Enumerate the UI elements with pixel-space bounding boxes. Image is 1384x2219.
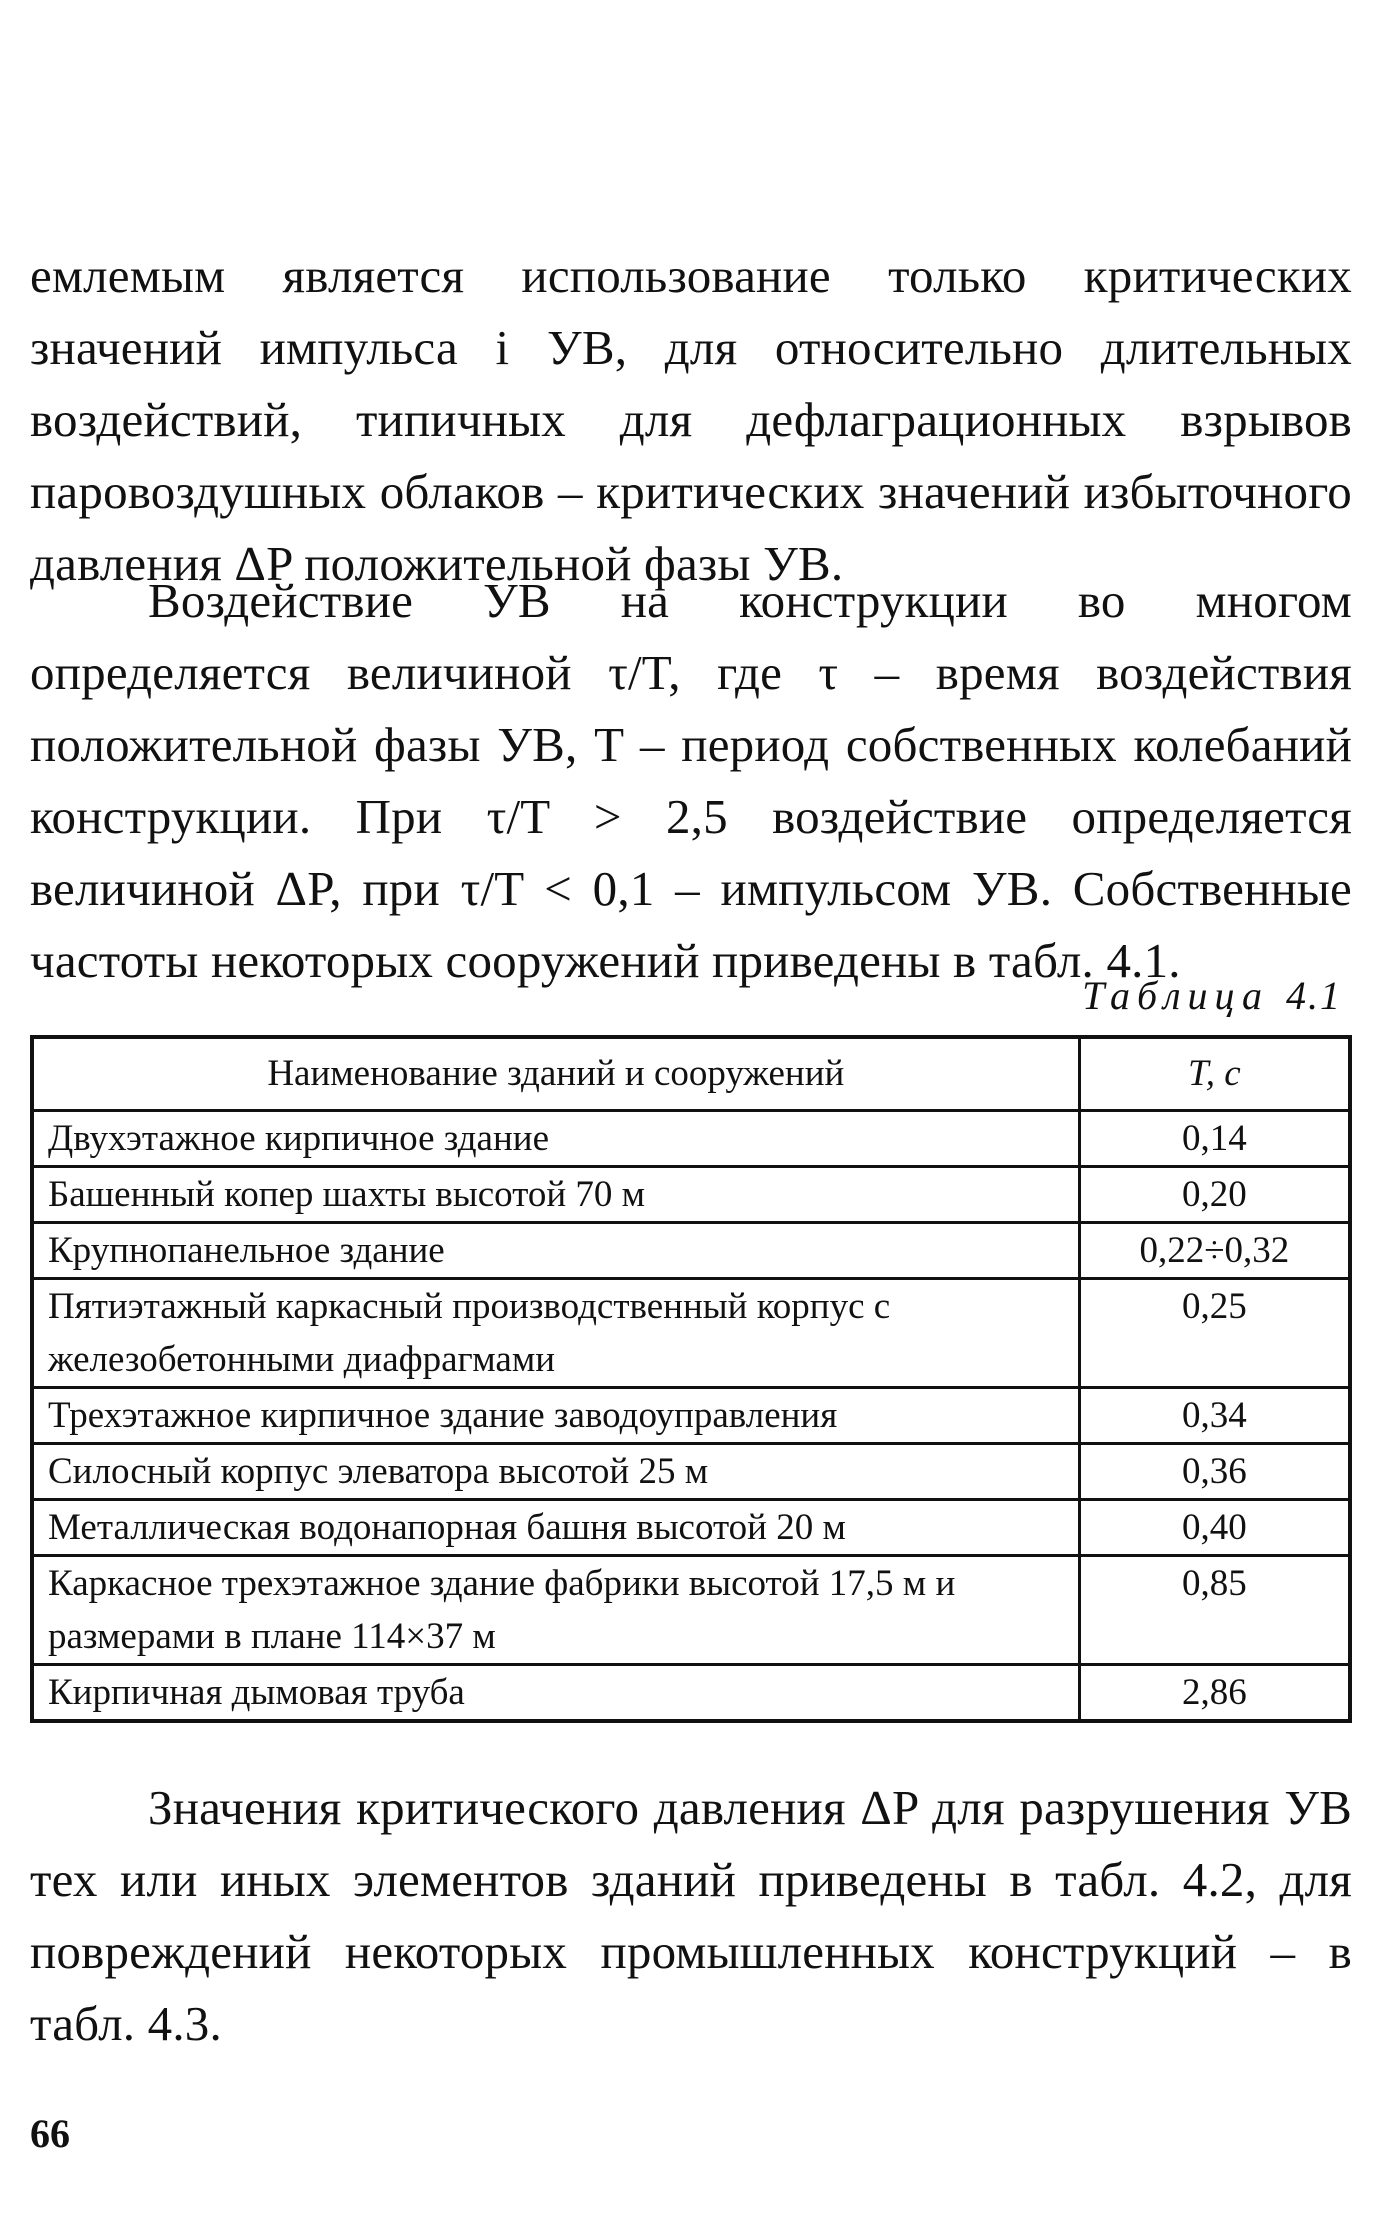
book-page	[30, 0, 1352, 2219]
table-cell-name: Металлическая водонапорная башня высотой 20 м	[32, 1500, 1079, 1556]
table-cell-name: Трехэтажное кирпичное здание заводоуправления	[32, 1388, 1079, 1444]
table-cell-name: Силосный корпус элеватора высотой 25 м	[32, 1444, 1079, 1500]
data-table	[30, 1035, 1352, 1723]
table-caption-word: Таблица	[1082, 973, 1269, 1018]
table-row	[32, 1444, 1350, 1500]
table-row	[32, 1388, 1350, 1444]
table-cell-name: Кирпичная дымовая труба	[32, 1665, 1079, 1722]
table-header-name: Наименование зданий и сооружений	[32, 1037, 1079, 1111]
table-caption	[1082, 972, 1342, 1019]
paragraph-2: Воздействие УВ на конструкции во многом определяется величиной τ/T, где τ – время воздействия положительной фазы УВ, T – период собственных колебаний конструкции. При τ/T > 2,5 воздействие определяется величиной ΔP, при τ/T < 0,1 – импульсом УВ. Собственные частоты некоторых сооружений приведены в табл. 4.1.	[30, 573, 1352, 988]
table-row	[32, 1500, 1350, 1556]
table-cell-value: 0,20	[1079, 1167, 1350, 1223]
table-cell-value: 0,22÷0,32	[1079, 1223, 1350, 1279]
table-cell-name: Пятиэтажный каркасный производственный корпус с железобетонными диафрагмами	[32, 1279, 1079, 1388]
table-cell-name: Крупнопанельное здание	[32, 1223, 1079, 1279]
table-cell-value: 0,25	[1079, 1279, 1350, 1388]
table-cell-name: Башенный копер шахты высотой 70 м	[32, 1167, 1079, 1223]
table-header-row	[32, 1037, 1350, 1111]
table-row	[32, 1167, 1350, 1223]
table-cell-name: Двухэтажное кирпичное здание	[32, 1111, 1079, 1167]
paragraph-3: Значения критического давления ΔP для разрушения УВ тех или иных элементов зданий приведены в табл. 4.2, для повреждений некоторых промышленных конструкций – в табл. 4.3.	[30, 1780, 1352, 2051]
table-cell-value: 0,34	[1079, 1388, 1350, 1444]
table-cell-value: 0,14	[1079, 1111, 1350, 1167]
table-cell-value: 2,86	[1079, 1665, 1350, 1722]
table-row	[32, 1111, 1350, 1167]
table-cell-value: 0,36	[1079, 1444, 1350, 1500]
table-cell-name: Каркасное трехэтажное здание фабрики высотой 17,5 м и размерами в плане 114×37 м	[32, 1556, 1079, 1665]
table-cell-value: 0,85	[1079, 1556, 1350, 1665]
table-row	[32, 1665, 1350, 1722]
table-row	[32, 1556, 1350, 1665]
table-header-value: T, с	[1079, 1037, 1350, 1111]
table-caption-number: 4.1	[1286, 973, 1342, 1018]
table-cell-value: 0,40	[1079, 1500, 1350, 1556]
table-row	[32, 1223, 1350, 1279]
page-number: 66	[30, 2111, 70, 2156]
table-row	[32, 1279, 1350, 1388]
paragraph-1: емлемым является использование только критических значений импульса i УВ, для относительно длительных воздействий, типичных для дефлаграционных взрывов паровоздушных облаков – критических значений избыточного давления ΔP положительной фазы УВ.	[30, 248, 1352, 591]
